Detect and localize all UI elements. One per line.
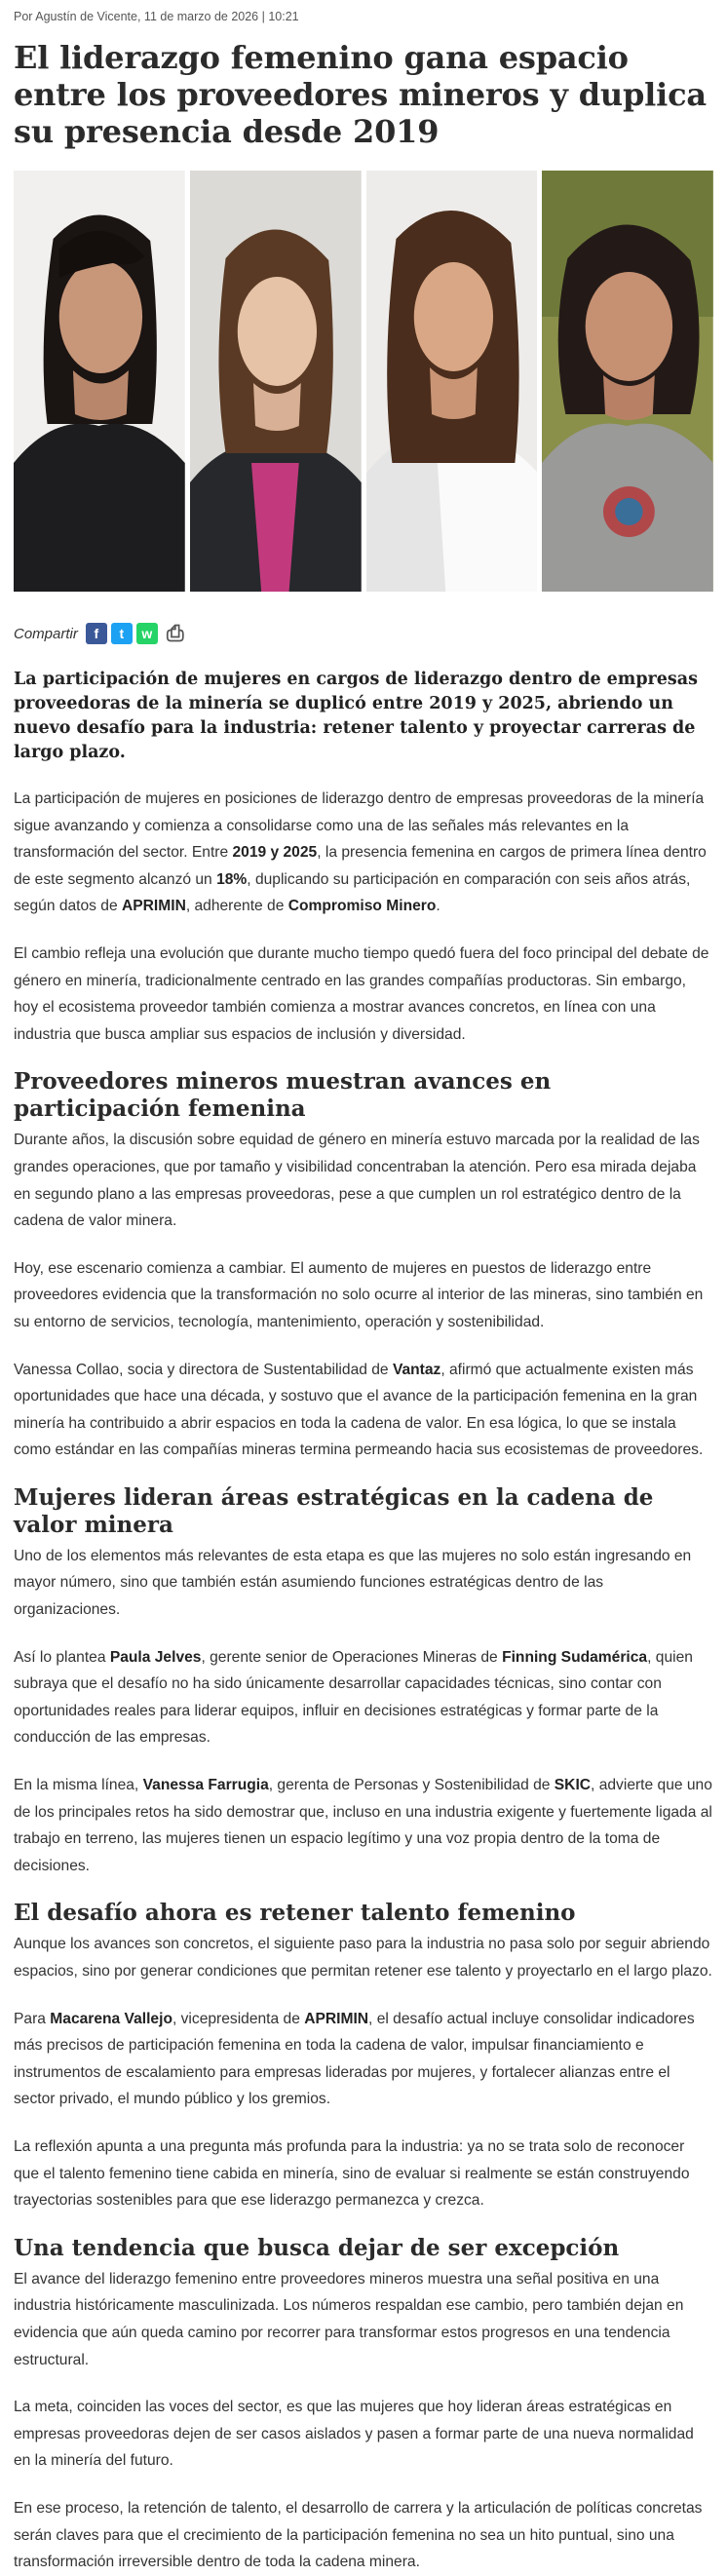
portrait-photo-1 [14,171,185,592]
byline-time-separator: | [258,10,269,23]
paragraph-13: La meta, coinciden las voces del sector, es que las mujeres que hoy lideran áreas estratégicas en empresas proveedoras dejen de ser casos aislados y pasen a formar parte de una nueva normalidad en la minería del futuro. [14,2399,694,2470]
paragraph-11: La reflexión apunta a una pregunta más profunda para la industria: ya no se trata solo de reconocer que el talento femenino tiene cabida en minería, sino de evaluar si realmente se están construyendo trayectorias sostenibles para que ese liderazgo permanezca y crezca. [14,2137,690,2210]
paragraph-4: Hoy, ese escenario comienza a cambiar. El aumento de mujeres en puestos de liderazgo entre proveedores evidencia que la transformación no solo ocurre al interior de las mineras, sino también en su entorno de servicios, tecnología, mantenimiento, operación y sostenibilidad. [14,1259,704,1330]
section-heading-3: El desafío ahora es retener talento femenino [14,1900,576,1927]
byline-prefix: Por [14,10,33,23]
article-title: El liderazgo femenino gana espacio entre los proveedores mineros y duplica su presencia desde 2019 [14,39,707,150]
photo-collage [14,171,713,592]
paragraph-1: La participación de mujeres en posiciones de liderazgo dentro de empresas proveedoras de la minería sigue avanzando y comienza a consolidarse como una de las señales más relevantes en la transformación del sector. Entre 2019 y 2025, la presencia femenina en cargos de primera línea dentro de este segmento alcanzó un 18%, duplicando su participación en comparación con seis años atrás, según datos de APRIMIN, adherente de Compromiso Minero. [14,790,707,915]
paragraph-9: Aunque los avances son concretos, el siguiente paso para la industria no pasa solo por seguir abriendo espacios, sino por generar condiciones que permitan retener ese talento y proyectarlo en el largo plazo. [14,1936,712,1980]
section-heading-4: Una tendencia que busca dejar de ser excepción [14,2234,620,2261]
paragraph-2: El cambio refleja una evolución que durante mucho tiempo quedó fuera del foco principal del debate de género en minería, tradicionalmente centrado en las grandes compañías productoras. Sin embargo, hoy el ecosistema proveedor también comienza a mostrar avances concretos, en línea con una industria que busca ampliar sus espacios de inclusión y diversidad. [14,944,709,1043]
paragraph-12: El avance del liderazgo femenino entre proveedores mineros muestra una señal positiva en una industria históricamente masculinizada. Los números respaldan ese cambio, pero también dejan en evidencia que aún queda camino por recorrer para transformar estos progresos en una tendencia estructural. [14,2270,684,2368]
portrait-photo-4 [542,171,713,592]
twitter-icon[interactable]: t [111,623,133,644]
article-lead: La participación de mujeres en cargos de liderazgo dentro de empresas proveedoras de la minería se duplicó entre 2019 y 2025, abriendo un nuevo desafío para la industria: retener talento y proyectar carreras de largo plazo. [14,670,698,762]
byline-date-separator: , [136,10,144,23]
portrait-photo-2 [190,171,362,592]
share-label: Compartir [14,625,78,642]
author-link[interactable]: Agustín de Vicente [35,10,137,23]
facebook-icon[interactable]: f [86,623,107,644]
paragraph-10: Para Macarena Vallejo, vicepresidenta de APRIMIN, el desafío actual incluye consolidar indicadores más precisos de participación femenina en toda la cadena de valor, impulsar financiamiento e instrumentos de escalamiento para empresas lideradas por mujeres, y fortalecer alianzas entre el sector privado, el mundo público y los gremios. [14,2010,695,2108]
section-heading-1: Proveedores mineros muestran avances en participación femenina [14,1068,552,1123]
paragraph-3: Durante años, la discusión sobre equidad de género en minería estuvo marcada por la realidad de las grandes operaciones, que por tamaño y visibilidad concentraban la atención. Pero esa mirada dejaba en segundo plano a las empresas proveedoras, pese a que cumplen un rol estratégico dentro de la cadena de valor minera. [14,1132,700,1230]
paragraph-7: Así lo plantea Paula Jelves, gerente senior de Operaciones Mineras de Finning Sudamérica, quien subraya que el desafío no ha sido únicamente desarrollar capacidades técnicas, sino contar con oportunidades reales para liderar equipos, influir en decisiones estratégicas y formar parte de la conducción de las empresas. [14,1648,693,1747]
publish-time: 10:21 [268,10,299,23]
section-heading-2: Mujeres lideran áreas estratégicas en la cadena de valor minera [14,1483,654,1538]
printer-icon[interactable]: ⎙ [167,621,184,645]
paragraph-8: En la misma línea, Vanessa Farrugia, gerenta de Personas y Sostenibilidad de SKIC, advierte que uno de los principales retos ha sido demostrar que, incluso en una industria exigente y fuertemente ligada al trabajo en terreno, las mujeres tienen un espacio legítimo y una voz propia dentro de la toma de decisiones. [14,1777,712,1874]
whatsapp-icon[interactable]: w [136,623,158,644]
portrait-photo-3 [366,171,538,592]
paragraph-14: En ese proceso, la retención de talento, el desarrollo de carrera y la articulación de políticas concretas serán claves para que el crecimiento de la participación femenina no sea un hito puntual, sino una transformación irreversible dentro de toda la cadena minera. [14,2499,703,2571]
paragraph-6: Uno de los elementos más relevantes de esta etapa es que las mujeres no solo están ingresando en mayor número, sino que también están asumiendo funciones estratégicas dentro de las organizaciones. [14,1547,692,1619]
publish-date: 11 de marzo de 2026 [143,10,259,23]
share-bar [14,620,713,647]
paragraph-5: Vanessa Collao, socia y directora de Sustentabilidad de Vantaz, afirmó que actualmente existen más oportunidades que hace una década, y sostuvo que el avance de la participación femenina en la gran minería ha contribuido a abrir espacios en toda la cadena de valor. En esa lógica, lo que se instala como estándar en las compañías mineras termina permeando hacia sus ecosistemas de proveedores. [14,1361,704,1459]
byline [14,0,713,27]
